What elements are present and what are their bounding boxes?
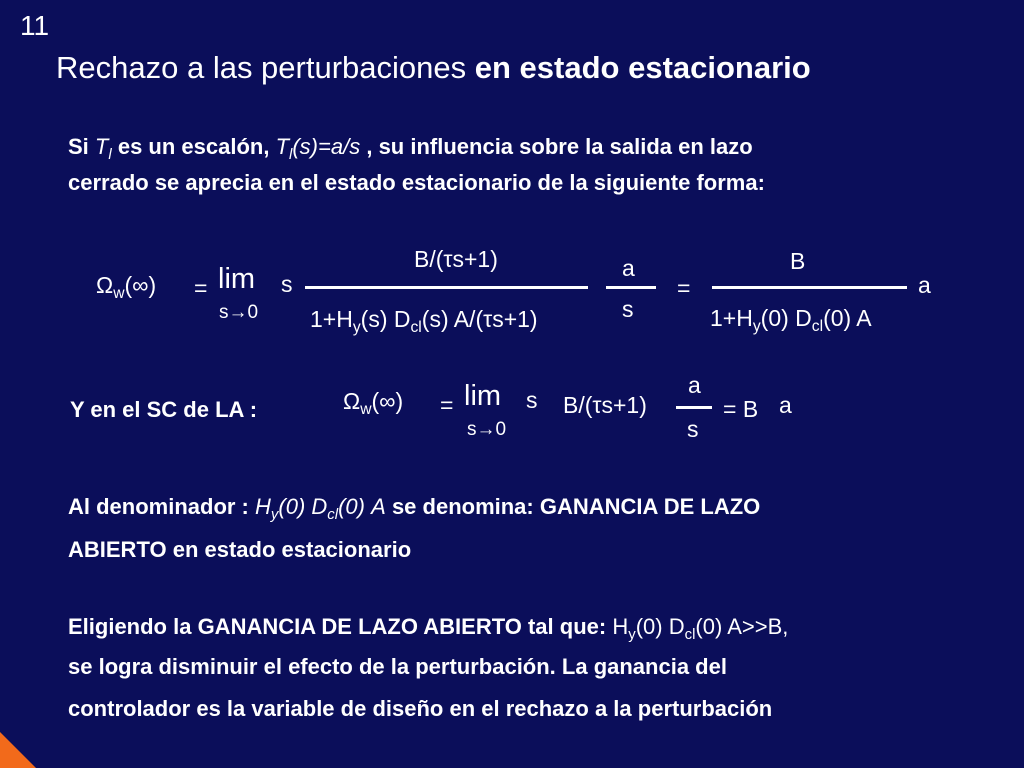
tl-function	[275, 134, 361, 163]
dcl-letter: D	[311, 494, 328, 519]
gain-h: H	[612, 614, 629, 639]
eq2-a: a	[779, 392, 792, 418]
eq1-numerator: B/(τs+1)	[414, 246, 498, 272]
eq1-denominator	[310, 306, 538, 337]
omega-arg: (∞)	[124, 272, 157, 298]
hy-sub: y	[270, 505, 279, 523]
eq1-lim-sub: s→0	[219, 302, 259, 323]
a-symbol: A	[371, 494, 386, 519]
rhs-den-y: y	[752, 318, 761, 335]
eq1-s-denominator: s	[622, 296, 634, 322]
omega2-arg: (∞)	[371, 388, 404, 414]
tl-fn-letter: T	[275, 134, 290, 159]
omega-sub: w	[113, 285, 125, 302]
tl-sub: l	[108, 145, 112, 163]
eq1-equals-2: =	[677, 275, 691, 301]
tl-fn-arg: (s)=a/s	[292, 134, 361, 159]
para3-line-1	[68, 610, 788, 651]
eq2-equals: =	[440, 392, 454, 418]
eq1-a-fraction-bar	[606, 286, 656, 289]
eq1-rhs-a: a	[918, 272, 931, 298]
dcl0-symbol	[311, 494, 365, 523]
eq1-s: s	[281, 271, 293, 297]
para3-line-2: se logra disminuir el efecto de la perturbación. La ganancia del	[68, 654, 727, 679]
eq1-rhs-fraction-bar	[712, 286, 907, 289]
title-bold: en estado estacionario	[474, 50, 811, 85]
eq1-omega	[96, 272, 156, 303]
omega2-symbol: Ω	[343, 388, 361, 414]
eq2-label: Y en el SC de LA :	[70, 397, 258, 422]
eq1-equals: =	[194, 275, 208, 301]
intro-text-escalon: es un escalón,	[117, 134, 270, 159]
tl-fn-sub: l	[289, 145, 293, 163]
para2-line-2: ABIERTO en estado estacionario	[68, 537, 412, 562]
gain-h-sub: y	[628, 625, 636, 643]
gain-tail: (0) A>>B,	[695, 614, 789, 639]
eq2-transfer: B/(τs+1)	[563, 392, 647, 418]
eq2-lim: lim	[464, 380, 502, 412]
rhs-den-b: (0) D	[760, 305, 812, 331]
hy0-symbol	[255, 494, 306, 523]
eq1-lim: lim	[218, 263, 256, 295]
eq1-fraction-bar	[305, 286, 588, 289]
gain-mid: (0) D	[635, 614, 685, 639]
intro-text-influencia: , su influencia sobre la salida en lazo	[366, 134, 753, 159]
dcl-sub: cl	[327, 505, 339, 523]
corner-accent	[0, 732, 36, 768]
eq1-rhs-denominator	[710, 305, 872, 336]
den-c: (s) A/(τs+1)	[421, 306, 538, 332]
omega-symbol: Ω	[96, 272, 114, 298]
den-b: (s) D	[360, 306, 411, 332]
title-normal: Rechazo a las perturbaciones	[56, 50, 467, 85]
eq2-fraction-bar	[676, 406, 712, 409]
eq2-s-denominator: s	[687, 416, 699, 442]
hy-letter: H	[255, 494, 271, 519]
para2-line-1	[68, 490, 760, 531]
para2-text-2: se denomina: GANANCIA DE LAZO	[391, 494, 761, 519]
intro-text-si: Si	[68, 134, 89, 159]
para3-line-3: controlador es la variable de diseño en el rechazo a la perturbación	[68, 696, 773, 721]
hy-arg: (0)	[278, 494, 306, 519]
rhs-den-cl: cl	[811, 318, 824, 335]
tl-symbol	[94, 134, 112, 163]
intro-line-1	[68, 130, 753, 171]
slide-title	[56, 50, 811, 86]
dcl-arg: (0)	[338, 494, 365, 519]
den-y: y	[352, 319, 361, 336]
slide-number: 11	[20, 10, 50, 41]
para3-text-1: Eligiendo la GANANCIA DE LAZO ABIERTO tal que:	[68, 614, 607, 639]
eq1-rhs-numerator: B	[790, 248, 806, 274]
gain-d-sub: cl	[684, 625, 696, 643]
tl-letter: T	[94, 134, 109, 159]
eq2-lim-sub: s→0	[467, 419, 507, 440]
rhs-den-c: (0) A	[823, 305, 872, 331]
eq2-omega	[343, 388, 403, 419]
eq2-result: = B	[723, 396, 759, 422]
gain-expression	[612, 614, 789, 643]
rhs-den-a: 1+H	[710, 305, 753, 331]
eq2-a-numerator: a	[688, 372, 701, 398]
den-a: 1+H	[310, 306, 353, 332]
para2-text-1: Al denominador :	[68, 494, 249, 519]
intro-line-2: cerrado se aprecia en el estado estacionario de la siguiente forma:	[68, 170, 765, 195]
eq2-s: s	[526, 387, 538, 413]
eq1-a-numerator: a	[622, 255, 635, 281]
omega2-sub: w	[360, 401, 372, 418]
den-cl: cl	[410, 319, 422, 336]
